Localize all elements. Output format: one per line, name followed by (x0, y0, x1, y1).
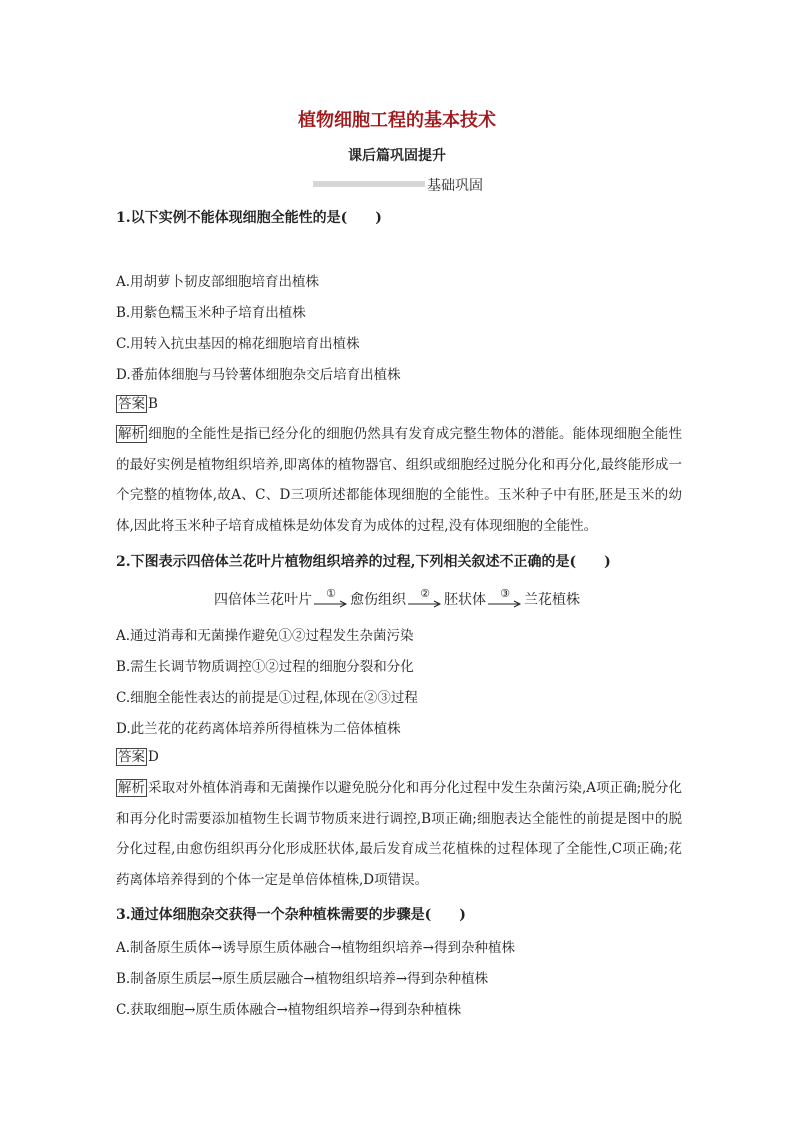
question-2-stem: 2.下图表示四倍体兰花叶片植物组织培养的过程,下列相关叙述不正确的是( ) (116, 554, 611, 570)
arrow-right-icon (314, 599, 348, 609)
section-divider (313, 181, 425, 187)
answer-tag: 答案 (118, 396, 145, 412)
diagram-arrow-1 (314, 588, 348, 609)
question-2-option-d: D.此兰花的花药离体培养所得植株为二倍体植株 (116, 721, 401, 737)
question-1-option-c: C.用转入抗虫基因的棉花细胞培育出植株 (116, 336, 360, 352)
question-1-option-b: B.用紫色糯玉米种子培育出植株 (116, 305, 306, 321)
question-2-option-b: B.需生长调节物质调控①②过程的细胞分裂和分化 (116, 659, 414, 675)
analysis-tag: 解析 (118, 426, 145, 442)
question-3-stem: 3.通过体细胞杂交获得一个杂种植株需要的步骤是( ) (116, 907, 466, 923)
section-label: 基础巩固 (427, 178, 483, 194)
diagram-node-embryoid: 胚状体 (444, 592, 486, 608)
question-3-option-b: B.制备原生质层→原生质层融合→植物组织培养→得到杂种植株 (116, 971, 489, 987)
arrow-right-icon (408, 599, 442, 609)
question-1-answer (116, 395, 158, 413)
question-2-analysis-text: 采取对外植体消毒和无菌操作以避免脱分化和再分化过程中发生杂菌污染,A项正确;脱分化和再分化时需要添加植物生长调节物质来进行调控,B项正确;细胞表达全能性的前提是图中的脱分化过程,由愈伤组织再分化形成胚状体,最后发育成兰花植株的过程体现了全能性,C项正确;花药离体培养得到的个体一定是单倍体植株,D项错误。 (116, 780, 682, 888)
analysis-tag: 解析 (118, 780, 145, 796)
diagram-node-callus: 愈伤组织 (350, 592, 406, 608)
question-1-option-d: D.番茄体细胞与马铃薯体细胞杂交后培育出植株 (116, 367, 401, 383)
arrow-right-icon (488, 599, 522, 609)
culture-process-diagram (0, 588, 794, 609)
question-1-answer-value: B (148, 396, 158, 412)
question-2-answer (116, 748, 159, 766)
page-subtitle: 课后篇巩固提升 (348, 148, 446, 164)
question-1-analysis-text: 细胞的全能性是指已经分化的细胞仍然具有发育成完整生物体的潜能。能体现细胞全能性的最好实例是植物组织培养,即离体的植物器官、组织或细胞经过脱分化和再分化,最终能形成一个完整的植物体,故A、C、D三项所述都能体现细胞的全能性。玉米种子中有胚,胚是玉米的幼体,因此将玉米种子培育成植株是幼体发育为成体的过程,没有体现细胞的全能性。 (116, 426, 682, 534)
question-3-option-c: C.获取细胞→原生质体融合→植物组织培养→得到杂种植株 (116, 1002, 462, 1018)
diagram-node-leaf: 四倍体兰花叶片 (214, 592, 312, 608)
question-2-option-a: A.通过消毒和无菌操作避免①②过程发生杂菌污染 (116, 628, 414, 644)
diagram-step-1: ① (326, 587, 336, 600)
question-2-answer-value: D (148, 749, 159, 765)
diagram-step-2: ② (420, 587, 430, 600)
page-title: 植物细胞工程的基本技术 (298, 110, 496, 131)
answer-tag: 答案 (118, 749, 145, 765)
question-1-stem: 1.以下实例不能体现细胞全能性的是( ) (116, 210, 382, 226)
diagram-arrow-2 (408, 588, 442, 609)
diagram-arrow-3 (488, 588, 522, 609)
question-3-option-a: A.制备原生质体→诱导原生质体融合→植物组织培养→得到杂种植株 (116, 940, 515, 956)
question-1-option-a: A.用胡萝卜韧皮部细胞培育出植株 (116, 274, 320, 290)
question-1-analysis (116, 419, 682, 541)
diagram-step-3: ③ (500, 587, 510, 600)
question-2-analysis (116, 773, 682, 895)
diagram-node-plant: 兰花植株 (524, 592, 580, 608)
question-2-option-c: C.细胞全能性表达的前提是①过程,体现在②③过程 (116, 690, 418, 706)
